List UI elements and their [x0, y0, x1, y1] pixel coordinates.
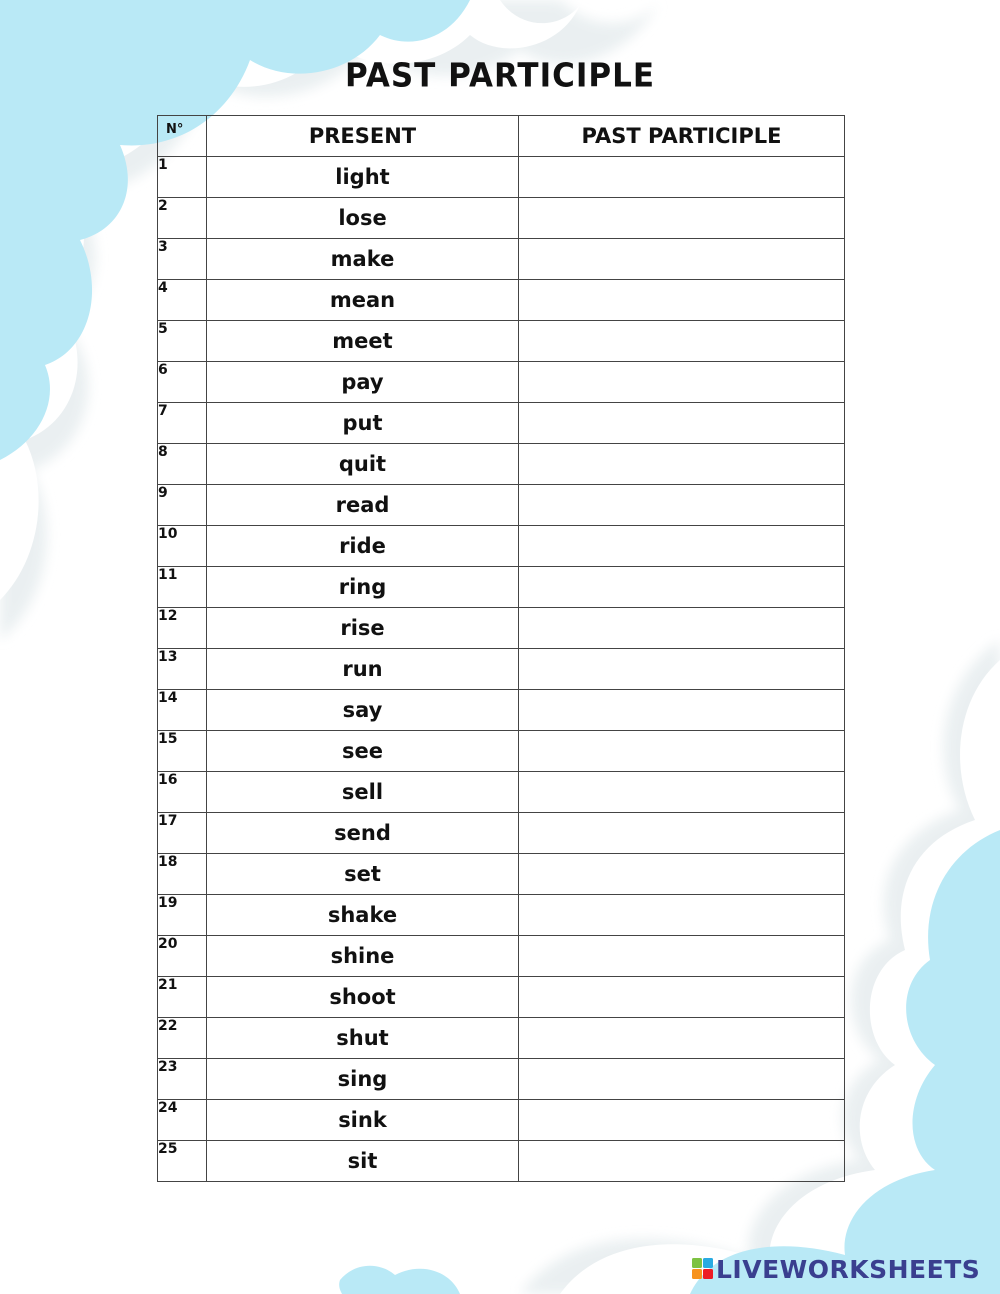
past-participle-answer-field[interactable] [519, 813, 845, 854]
present-verb: sell [207, 772, 519, 813]
table-row [158, 157, 845, 198]
present-verb: meet [207, 321, 519, 362]
row-number: 8 [158, 444, 207, 485]
row-number: 5 [158, 321, 207, 362]
page-title: PAST PARTICIPLE [344, 57, 656, 95]
present-verb: shine [207, 936, 519, 977]
past-participle-answer-field[interactable] [519, 485, 845, 526]
table-row [158, 1018, 845, 1059]
table-row [158, 1059, 845, 1100]
present-verb: light [207, 157, 519, 198]
table-row [158, 731, 845, 772]
row-number: 16 [158, 772, 207, 813]
row-number: 21 [158, 977, 207, 1018]
row-number: 17 [158, 813, 207, 854]
table-row [158, 444, 845, 485]
past-participle-answer-field[interactable] [519, 567, 845, 608]
row-number: 15 [158, 731, 207, 772]
past-participle-answer-field[interactable] [519, 731, 845, 772]
past-participle-answer-field[interactable] [519, 280, 845, 321]
row-number: 20 [158, 936, 207, 977]
table-row [158, 608, 845, 649]
present-verb: read [207, 485, 519, 526]
row-number: 18 [158, 854, 207, 895]
present-verb: make [207, 239, 519, 280]
brand-text: LIVEWORKSHEETS [716, 1254, 981, 1284]
past-participle-answer-field[interactable] [519, 1059, 845, 1100]
past-participle-answer-field[interactable] [519, 321, 845, 362]
present-verb: sing [207, 1059, 519, 1100]
present-verb: ride [207, 526, 519, 567]
table-row [158, 936, 845, 977]
table-row [158, 772, 845, 813]
liveworksheets-logo-icon [692, 1258, 714, 1280]
table-row [158, 526, 845, 567]
row-number: 11 [158, 567, 207, 608]
present-verb: shake [207, 895, 519, 936]
present-verb: sink [207, 1100, 519, 1141]
worksheet-table [157, 115, 845, 1182]
present-verb: lose [207, 198, 519, 239]
row-number: 1 [158, 157, 207, 198]
table-row [158, 1100, 845, 1141]
past-participle-answer-field[interactable] [519, 362, 845, 403]
present-verb: rise [207, 608, 519, 649]
past-participle-answer-field[interactable] [519, 157, 845, 198]
present-verb: send [207, 813, 519, 854]
row-number: 19 [158, 895, 207, 936]
row-number: 6 [158, 362, 207, 403]
table-row [158, 690, 845, 731]
row-number: 12 [158, 608, 207, 649]
past-participle-answer-field[interactable] [519, 690, 845, 731]
table-row [158, 895, 845, 936]
present-verb: shut [207, 1018, 519, 1059]
table-header-row [158, 116, 845, 157]
past-participle-answer-field[interactable] [519, 403, 845, 444]
table-row [158, 1141, 845, 1182]
past-participle-answer-field[interactable] [519, 1141, 845, 1182]
past-participle-answer-field[interactable] [519, 1100, 845, 1141]
present-verb: ring [207, 567, 519, 608]
row-number: 4 [158, 280, 207, 321]
past-participle-answer-field[interactable] [519, 239, 845, 280]
table-row [158, 403, 845, 444]
table-body [158, 157, 845, 1182]
past-participle-answer-field[interactable] [519, 198, 845, 239]
column-header-number: N° [158, 116, 207, 157]
present-verb: run [207, 649, 519, 690]
table-row [158, 977, 845, 1018]
table-row [158, 485, 845, 526]
past-participle-answer-field[interactable] [519, 936, 845, 977]
present-verb: shoot [207, 977, 519, 1018]
present-verb: put [207, 403, 519, 444]
past-participle-answer-field[interactable] [519, 608, 845, 649]
present-verb: set [207, 854, 519, 895]
row-number: 23 [158, 1059, 207, 1100]
present-verb: sit [207, 1141, 519, 1182]
table-row [158, 813, 845, 854]
row-number: 13 [158, 649, 207, 690]
row-number: 9 [158, 485, 207, 526]
table-row [158, 854, 845, 895]
table-row [158, 362, 845, 403]
past-participle-answer-field[interactable] [519, 854, 845, 895]
present-verb: see [207, 731, 519, 772]
liveworksheets-brand [692, 1255, 980, 1283]
row-number: 22 [158, 1018, 207, 1059]
past-participle-answer-field[interactable] [519, 649, 845, 690]
present-verb: mean [207, 280, 519, 321]
present-verb: pay [207, 362, 519, 403]
past-participle-answer-field[interactable] [519, 772, 845, 813]
table-row [158, 280, 845, 321]
row-number: 24 [158, 1100, 207, 1141]
column-header-present: PRESENT [207, 116, 519, 157]
past-participle-answer-field[interactable] [519, 1018, 845, 1059]
row-number: 3 [158, 239, 207, 280]
table-row [158, 649, 845, 690]
row-number: 25 [158, 1141, 207, 1182]
present-verb: say [207, 690, 519, 731]
row-number: 10 [158, 526, 207, 567]
table-row [158, 198, 845, 239]
row-number: 2 [158, 198, 207, 239]
past-participle-answer-field[interactable] [519, 977, 845, 1018]
table-row [158, 321, 845, 362]
past-participle-answer-field[interactable] [519, 444, 845, 485]
past-participle-answer-field[interactable] [519, 526, 845, 567]
row-number: 14 [158, 690, 207, 731]
column-header-past-participle: PAST PARTICIPLE [519, 116, 845, 157]
table-row [158, 239, 845, 280]
present-verb: quit [207, 444, 519, 485]
row-number: 7 [158, 403, 207, 444]
table-row [158, 567, 845, 608]
past-participle-answer-field[interactable] [519, 895, 845, 936]
